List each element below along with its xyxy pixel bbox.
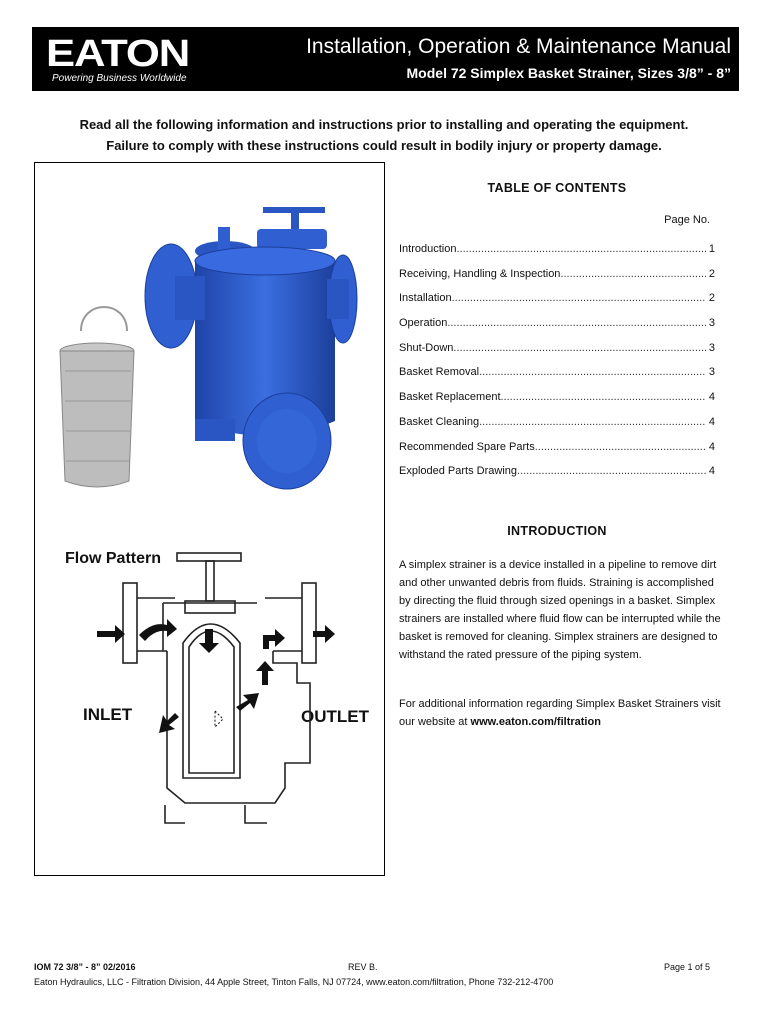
toc-page-header: Page No. bbox=[664, 214, 710, 226]
website-paragraph bbox=[399, 695, 724, 731]
toc-page: 4 bbox=[708, 391, 715, 404]
toc-label: Introduction bbox=[399, 243, 457, 255]
toc-leader bbox=[560, 268, 705, 280]
toc-label: Shut-Down bbox=[399, 341, 454, 354]
page-header bbox=[32, 27, 739, 91]
footer-doc-id: IOM 72 3/8” - 8” 02/2016 bbox=[34, 962, 136, 972]
website-link[interactable]: www.eaton.com/filtration bbox=[470, 716, 601, 728]
toc-label: Recommended Spare Parts bbox=[399, 440, 535, 453]
toc-label: Basket Removal bbox=[399, 366, 480, 379]
toc-item-exploded-drawing[interactable] bbox=[399, 465, 715, 490]
toc-item-basket-cleaning[interactable] bbox=[399, 416, 715, 441]
table-of-contents bbox=[399, 243, 715, 490]
toc-label: Basket Cleaning bbox=[399, 415, 480, 428]
logo-wordmark: EATON bbox=[46, 33, 190, 75]
toc-item-introduction[interactable] bbox=[399, 243, 715, 268]
flow-arrows bbox=[97, 619, 335, 733]
toc-title: TABLE OF CONTENTS bbox=[487, 181, 627, 195]
toc-page: 4 bbox=[708, 440, 715, 453]
footer-address: Eaton Hydraulics, LLC - Filtration Division, 44 Apple Street, Tinton Falls, NJ 07724, www.eaton.com/filtration, Phone 732-212-4700 bbox=[34, 977, 554, 987]
footer-revision: REV B. bbox=[348, 962, 378, 972]
eaton-logo bbox=[46, 35, 216, 85]
toc-item-installation[interactable] bbox=[399, 292, 715, 317]
flow-pattern-diagram bbox=[35, 543, 384, 843]
manual-title: Installation, Operation & Maintenance Manual bbox=[306, 35, 731, 58]
warning-line-1: Read all the following information and instructions prior to installing and operating the equipment. bbox=[79, 117, 689, 132]
toc-item-basket-replacement[interactable] bbox=[399, 391, 715, 416]
strainer-body-image bbox=[145, 207, 357, 489]
toc-leader bbox=[453, 342, 705, 354]
toc-leader bbox=[452, 292, 706, 304]
toc-label: Installation bbox=[399, 292, 452, 305]
toc-page: 1 bbox=[708, 243, 715, 255]
footer-page-number: Page 1 of 5 bbox=[663, 962, 710, 972]
manual-subtitle: Model 72 Simplex Basket Strainer, Sizes 3/8” - 8” bbox=[406, 65, 731, 81]
flow-pattern-title: Flow Pattern bbox=[65, 550, 162, 567]
introduction-paragraph: A simplex strainer is a device installed in a pipeline to remove dirt and other unwanted debris from fluids. Straining is accomplished by directing the fluid through sized openings in a basket. Simplex strainers are installed where fluid flow can be interrupted while the basket is removed for cleaning. Simplex strainers are designed to withstand the rated pressure of the piping system. bbox=[399, 559, 721, 661]
warning-line-2: Failure to comply with these instructions could result in bodily injury or property damage. bbox=[106, 138, 662, 153]
toc-leader bbox=[501, 391, 706, 403]
toc-leader bbox=[447, 317, 706, 329]
outlet-label: OUTLET bbox=[301, 707, 369, 726]
toc-leader bbox=[535, 441, 706, 453]
toc-page: 2 bbox=[708, 292, 715, 305]
toc-item-receiving[interactable] bbox=[399, 268, 715, 293]
toc-label: Operation bbox=[399, 317, 448, 330]
toc-label: Receiving, Handling & Inspection bbox=[399, 267, 561, 280]
toc-page: 4 bbox=[708, 415, 715, 428]
toc-item-operation[interactable] bbox=[399, 317, 715, 342]
inlet-label: INLET bbox=[83, 705, 133, 724]
toc-leader bbox=[456, 243, 705, 255]
toc-item-basket-removal[interactable] bbox=[399, 366, 715, 391]
website-text: For additional information regarding Simplex Basket Strainers visit our website at bbox=[399, 698, 721, 728]
toc-page: 4 bbox=[708, 465, 715, 478]
basket-image bbox=[60, 307, 134, 487]
toc-page: 3 bbox=[708, 317, 715, 330]
safety-warning bbox=[0, 114, 768, 156]
toc-item-spare-parts[interactable] bbox=[399, 441, 715, 466]
introduction-title: INTRODUCTION bbox=[507, 524, 607, 538]
toc-leader bbox=[517, 465, 706, 477]
toc-label: Exploded Parts Drawing bbox=[399, 465, 518, 478]
toc-leader bbox=[479, 366, 706, 378]
toc-label: Basket Replacement bbox=[399, 391, 501, 404]
toc-page: 3 bbox=[708, 366, 715, 379]
strainer-figure bbox=[34, 162, 385, 876]
toc-leader bbox=[479, 416, 706, 428]
toc-page: 3 bbox=[708, 341, 715, 354]
logo-tagline: Powering Business Worldwide bbox=[52, 73, 187, 84]
strainer-product-image bbox=[35, 191, 384, 531]
toc-item-shutdown[interactable] bbox=[399, 342, 715, 367]
toc-page: 2 bbox=[708, 267, 715, 280]
